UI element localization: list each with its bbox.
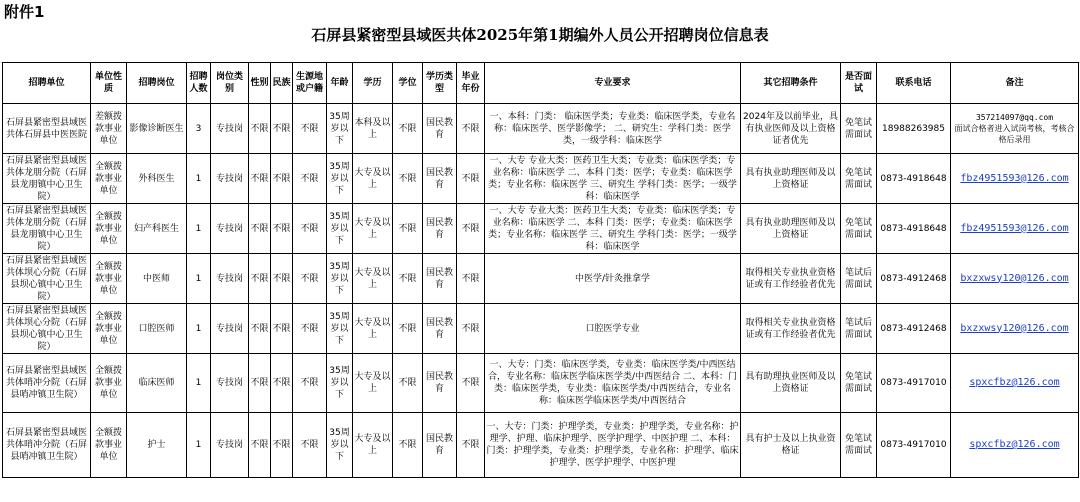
cell-note [951, 154, 1079, 204]
cell-nature: 全额拨款事业单位 [91, 254, 127, 304]
cell-education: 大专及以上 [353, 304, 393, 354]
cell-major: 一、大专 专业大类：医药卫生大类；专业类：临床医学类；专业名称：临床医学 二、本科 门类：医学；专业类：临床医学类；专业名称：临床医学 三、研究生 学科门类：医学；一级学科：临床医学 [485, 204, 741, 254]
cell-phone: 0873-4912468 [877, 304, 951, 354]
cell-interview: 免笔试需面试 [841, 413, 877, 478]
cell-degree: 不限 [393, 204, 423, 254]
header-origin: 生源地或户籍 [293, 63, 327, 104]
cell-origin: 不限 [293, 413, 327, 478]
cell-gender: 不限 [249, 304, 271, 354]
cell-nature: 差额拨款事业单位 [91, 104, 127, 154]
cell-post: 口腔医师 [127, 304, 187, 354]
cell-degree: 不限 [393, 354, 423, 413]
cell-count: 1 [187, 354, 211, 413]
cell-ethnicity: 不限 [271, 304, 293, 354]
cell-phone: 18988263985 [877, 104, 951, 154]
cell-phone: 0873-4918648 [877, 204, 951, 254]
spreadsheet-gridline [0, 48, 1080, 63]
cell-other: 取得相关专业执业资格证或有工作经验者优先 [741, 254, 841, 304]
cell-unit: 石屏县紧密型县域医共体坝心分院（石屏县坝心镇中心卫生院） [3, 254, 91, 304]
cell-note [951, 413, 1079, 478]
cell-category: 专技岗 [211, 204, 249, 254]
cell-category: 专技岗 [211, 254, 249, 304]
table-header-row [3, 63, 1079, 104]
header-note: 备注 [951, 63, 1079, 104]
cell-note [951, 304, 1079, 354]
cell-post: 护士 [127, 413, 187, 478]
header-edu-type: 学历类型 [423, 63, 457, 104]
cell-count: 1 [187, 204, 211, 254]
cell-note [951, 104, 1079, 154]
cell-degree: 不限 [393, 413, 423, 478]
cell-nature: 全额拨款事业单位 [91, 154, 127, 204]
cell-edu-type: 国民教育 [423, 413, 457, 478]
cell-other: 具有执业助理医师及以上资格证 [741, 204, 841, 254]
email-link[interactable]: fbz4951593@126.com [960, 172, 1069, 184]
cell-ethnicity: 不限 [271, 154, 293, 204]
cell-unit: 石屏县紧密型县域医共体龙朋分院（石屏县龙朋镇中心卫生院） [3, 154, 91, 204]
cell-age: 35周岁以下 [327, 413, 353, 478]
table-row [3, 104, 1079, 154]
cell-major: 一、大专：门类：临床医学类，专业类：临床医学类/中西医结合，专业名称：临床医学临床医学类/中西医结合 二、本科：门类：临床医学类，专业类：临床医学类/中西医结合，专业名称：临床医学临床医学类/中西医结合 [485, 354, 741, 413]
cell-post: 妇产科医生 [127, 204, 187, 254]
cell-education: 大专及以上 [353, 254, 393, 304]
cell-gender: 不限 [249, 154, 271, 204]
cell-gender: 不限 [249, 204, 271, 254]
cell-age: 35周岁以下 [327, 104, 353, 154]
note-text: 面试合格者进入试岗考核，考核合格后录用 [954, 124, 1075, 144]
cell-interview: 笔试后需面试 [841, 254, 877, 304]
cell-grad-year: 不限 [457, 354, 485, 413]
cell-post: 影像诊断医生 [127, 104, 187, 154]
cell-other: 具有执业助理医师及以上资格证 [741, 154, 841, 204]
cell-education: 大专及以上 [353, 413, 393, 478]
cell-count: 3 [187, 104, 211, 154]
header-post: 招聘岗位 [127, 63, 187, 104]
cell-nature: 全额拨款事业单位 [91, 204, 127, 254]
cell-phone: 0873-4917010 [877, 413, 951, 478]
cell-gender: 不限 [249, 354, 271, 413]
cell-ethnicity: 不限 [271, 204, 293, 254]
table-row [3, 154, 1079, 204]
cell-nature: 全额拨款事业单位 [91, 413, 127, 478]
cell-origin: 不限 [293, 354, 327, 413]
cell-education: 大专及以上 [353, 354, 393, 413]
cell-category: 专技岗 [211, 104, 249, 154]
cell-ethnicity: 不限 [271, 254, 293, 304]
cell-phone: 0873-4918648 [877, 154, 951, 204]
header-grad-year: 毕业年份 [457, 63, 485, 104]
email-link[interactable]: spxcfbz@126.com [969, 439, 1060, 450]
header-category: 岗位类别 [211, 63, 249, 104]
cell-ethnicity: 不限 [271, 413, 293, 478]
header-gender: 性别 [249, 63, 271, 104]
email-link[interactable]: spxcfbz@126.com [969, 377, 1060, 388]
cell-origin: 不限 [293, 304, 327, 354]
cell-category: 专技岗 [211, 304, 249, 354]
header-other: 其它招聘条件 [741, 63, 841, 104]
cell-edu-type: 国民教育 [423, 154, 457, 204]
cell-age: 35周岁以下 [327, 254, 353, 304]
cell-age: 35周岁以下 [327, 154, 353, 204]
cell-ethnicity: 不限 [271, 354, 293, 413]
header-phone: 联系电话 [877, 63, 951, 104]
cell-interview: 免笔试需面试 [841, 154, 877, 204]
cell-major: 一、大专：门类：护理学类，专业类：护理学类，专业名称：护理学、护理、临床护理学、医学护理学、中医护理 二、本科：门类：护理学类，专业类：护理学类，专业名称：护理学、临床护理学、医学护理学、中医护理 [485, 413, 741, 478]
recruitment-table [2, 62, 1079, 478]
cell-interview: 免笔试需面试 [841, 204, 877, 254]
cell-other: 具有助理执业医师及以上资格证 [741, 354, 841, 413]
cell-grad-year: 不限 [457, 154, 485, 204]
cell-major: 一、大专 专业大类：医药卫生大类；专业类：临床医学类；专业名称：临床医学 二、本科 门类：医学；专业类：临床医学类；专业名称：临床医学 三、研究生 学科门类：医学；一级学科：临床医学 [485, 154, 741, 204]
cell-nature: 全额拨款事业单位 [91, 304, 127, 354]
cell-origin: 不限 [293, 204, 327, 254]
cell-ethnicity: 不限 [271, 104, 293, 154]
cell-category: 专技岗 [211, 413, 249, 478]
cell-grad-year: 不限 [457, 413, 485, 478]
cell-origin: 不限 [293, 254, 327, 304]
header-count: 招聘人数 [187, 63, 211, 104]
cell-major: 中医学/针灸推拿学 [485, 254, 741, 304]
email-link[interactable]: bxzxwsy120@126.com [960, 322, 1069, 334]
cell-gender: 不限 [249, 104, 271, 154]
cell-edu-type: 国民教育 [423, 104, 457, 154]
header-education: 学历 [353, 63, 393, 104]
cell-note [951, 254, 1079, 304]
cell-degree: 不限 [393, 154, 423, 204]
cell-interview: 免笔试需面试 [841, 104, 877, 154]
cell-origin: 不限 [293, 154, 327, 204]
email-link[interactable]: fbz4951593@126.com [960, 222, 1069, 234]
cell-category: 专技岗 [211, 154, 249, 204]
cell-gender: 不限 [249, 254, 271, 304]
cell-phone: 0873-4917010 [877, 354, 951, 413]
cell-grad-year: 不限 [457, 204, 485, 254]
cell-count: 1 [187, 154, 211, 204]
email-link[interactable]: 357214097@qq.com [975, 113, 1054, 122]
cell-unit: 石屏县紧密型县域医共体哨冲分院（石屏县哨冲镇卫生院） [3, 413, 91, 478]
cell-education: 大专及以上 [353, 204, 393, 254]
header-ethnicity: 民族 [271, 63, 293, 104]
annex-label: 附件1 [4, 3, 45, 21]
cell-unit: 石屏县紧密型县域医共体哨冲分院（石屏县哨冲镇卫生院） [3, 354, 91, 413]
cell-degree: 不限 [393, 104, 423, 154]
cell-interview: 笔试后需面试 [841, 304, 877, 354]
cell-post: 中医师 [127, 254, 187, 304]
table-row [3, 204, 1079, 254]
table-row [3, 304, 1079, 354]
header-degree: 学位 [393, 63, 423, 104]
cell-major: 一、本科：门类： 临床医学类；专业类：临床医学类，专业名称：临床医学、医学影像学； 二、研究生：学科门类：医学类，一级学科：临床医学 [485, 104, 741, 154]
cell-other: 具有护士及以上执业资格证 [741, 413, 841, 478]
cell-grad-year: 不限 [457, 104, 485, 154]
cell-degree: 不限 [393, 254, 423, 304]
table-row [3, 254, 1079, 304]
cell-edu-type: 国民教育 [423, 204, 457, 254]
cell-post: 临床医师 [127, 354, 187, 413]
cell-grad-year: 不限 [457, 254, 485, 304]
cell-edu-type: 国民教育 [423, 304, 457, 354]
cell-post: 外科医生 [127, 154, 187, 204]
header-unit: 招聘单位 [3, 63, 91, 104]
cell-unit: 石屏县紧密型县域医共体坝心分院（石屏县坝心镇中心卫生院） [3, 304, 91, 354]
cell-count: 1 [187, 254, 211, 304]
cell-category: 专技岗 [211, 354, 249, 413]
cell-interview: 免笔试需面试 [841, 354, 877, 413]
cell-age: 35周岁以下 [327, 304, 353, 354]
cell-unit: 石屏县紧密型县域医共体龙朋分院（石屏县龙朋镇中心卫生院） [3, 204, 91, 254]
cell-unit: 石屏县紧密型县域医共体石屏县中医医院 [3, 104, 91, 154]
cell-nature: 全额拨款事业单位 [91, 354, 127, 413]
email-link[interactable]: bxzxwsy120@126.com [960, 272, 1069, 284]
header-age: 年龄 [327, 63, 353, 104]
cell-origin: 不限 [293, 104, 327, 154]
cell-age: 35周岁以下 [327, 354, 353, 413]
cell-education: 本科及以上 [353, 104, 393, 154]
cell-count: 1 [187, 304, 211, 354]
cell-other: 2024年及以前毕业，具有执业医师及以上资格证者优先 [741, 104, 841, 154]
cell-grad-year: 不限 [457, 304, 485, 354]
cell-other: 取得相关专业执业资格证或有工作经验者优先 [741, 304, 841, 354]
header-interview: 是否面试 [841, 63, 877, 104]
cell-education: 大专及以上 [353, 154, 393, 204]
page-title: 石屏县紧密型县域医共体2025年第1期编外人员公开招聘岗位信息表 [311, 26, 769, 44]
header-nature: 单位性质 [91, 63, 127, 104]
header-major: 专业要求 [485, 63, 741, 104]
cell-note [951, 354, 1079, 413]
table-row [3, 413, 1079, 478]
cell-edu-type: 国民教育 [423, 254, 457, 304]
cell-phone: 0873-4912468 [877, 254, 951, 304]
cell-major: 口腔医学专业 [485, 304, 741, 354]
cell-edu-type: 国民教育 [423, 354, 457, 413]
cell-age: 35周岁以下 [327, 204, 353, 254]
cell-count: 1 [187, 413, 211, 478]
cell-note [951, 204, 1079, 254]
cell-degree: 不限 [393, 304, 423, 354]
table-row [3, 354, 1079, 413]
cell-gender: 不限 [249, 413, 271, 478]
